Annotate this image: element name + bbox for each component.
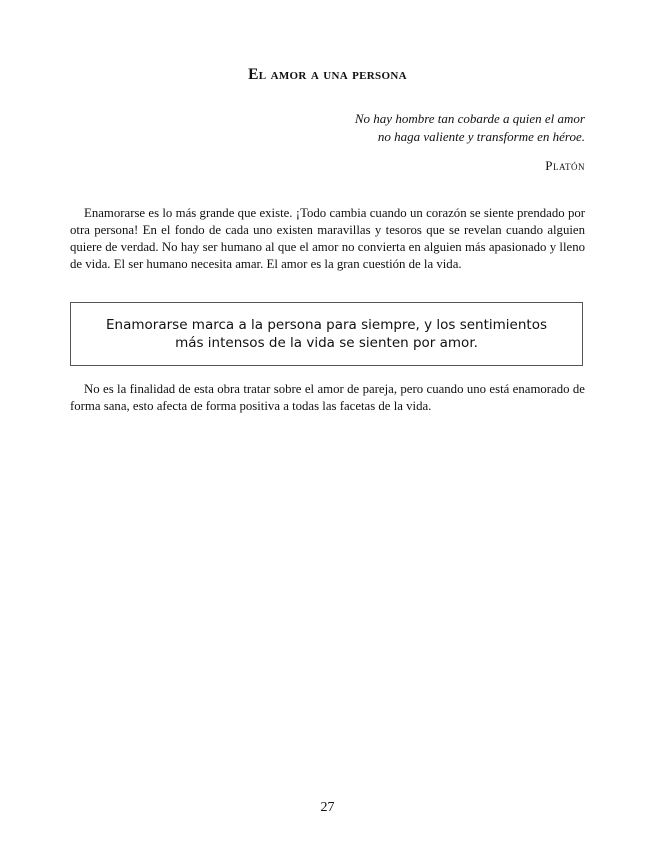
epigraph-quote [225,110,585,146]
body-paragraph-2: No es la finalidad de esta obra tratar sobre el amor de pareja, pero cuando uno está enamorado de forma sana, esto afecta de forma positiva a todas las facetas de la vida. [70,382,585,413]
callout-box [70,302,583,366]
body-paragraph-1: Enamorarse es lo más grande que existe. ¡Todo cambia cuando un corazón se siente prendado por otra persona! En el fondo de cada uno existen maravillas y tesoros que se revelan cuando alguien quiere de verdad. No hay ser humano al que el amor no convierta en alguien más apasionado y lleno de vida. El ser humano necesita amar. El amor es la gran cuestión de la vida. [70,206,585,271]
chapter-title: El amor a una persona [248,66,407,83]
epigraph-line-2: no haga valiente y transforme en héroe. [377,129,585,144]
epigraph-author: Platón [545,158,585,173]
page-number: 27 [320,800,335,815]
callout-text: Enamorarse marca a la persona para siempre, y los sentimientos más intensos de la vida se sienten por amor. [106,317,547,351]
epigraph-line-1: No hay hombre tan cobarde a quien el amor [354,111,585,126]
